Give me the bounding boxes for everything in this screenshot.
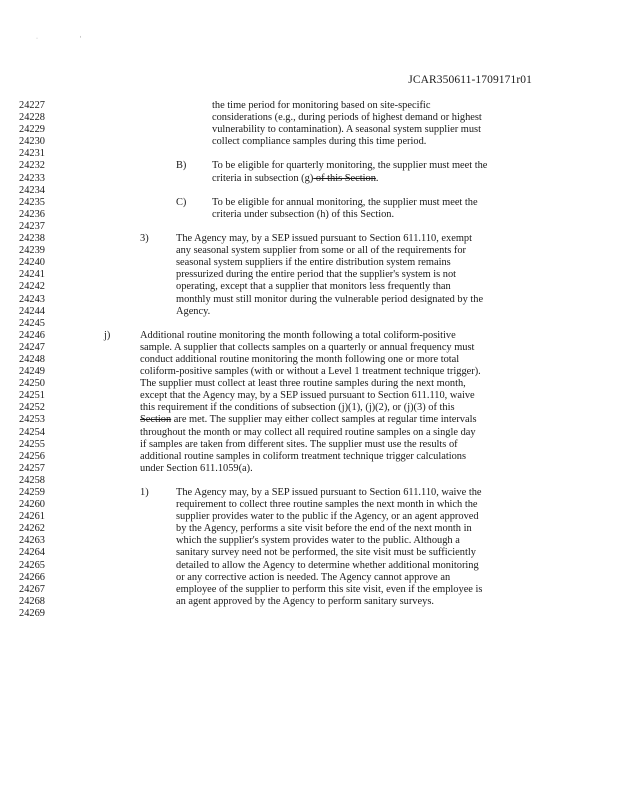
line-text: supplier provides water to the public if the Agency, or an agent approved	[176, 511, 479, 523]
line-text: the time period for monitoring based on site-specific	[212, 100, 431, 111]
line	[0, 100, 618, 112]
scan-specks: · ‘	[36, 36, 102, 42]
line-text: The Agency may, by a SEP issued pursuant to Section 611.110, waive the	[176, 487, 482, 498]
item-marker: C)	[176, 196, 187, 208]
line-number: 24259	[19, 487, 45, 498]
line-text: Additional routine monitoring the month following a total coliform-positive	[140, 329, 456, 341]
line-number: 24261	[19, 511, 45, 523]
line	[0, 547, 618, 559]
line-text: if samples are taken from different sites. The supplier must use the results of	[140, 438, 458, 450]
line-number: 24269	[19, 607, 45, 619]
line-number: 24249	[19, 366, 45, 378]
line-number: 24245	[19, 317, 45, 329]
line	[0, 148, 618, 160]
line-text: vulnerability to contamination). A seasonal system supplier must	[212, 124, 481, 136]
line	[0, 427, 618, 439]
line-number: 24265	[19, 559, 45, 571]
line	[0, 463, 618, 475]
line	[0, 269, 618, 281]
line	[0, 596, 618, 608]
line	[0, 439, 618, 451]
line	[0, 173, 618, 185]
line	[0, 378, 618, 390]
line-number: 24238	[19, 233, 45, 245]
line-number: 24266	[19, 571, 45, 583]
line-text: except that the Agency may, by a SEP issued pursuant to Section 611.110, waive	[140, 390, 475, 402]
line	[0, 499, 618, 511]
line-text: coliform-positive samples (with or without a Level 1 treatment technique trigger).	[140, 366, 481, 378]
line-number: 24253	[19, 414, 45, 426]
line-number: 24233	[19, 172, 45, 184]
line	[0, 245, 618, 257]
line-text: The supplier must collect at least three routine samples during the next month,	[140, 378, 466, 390]
line-number: 24256	[19, 450, 45, 462]
line-text: or any corrective action is needed. The Agency cannot approve an	[176, 571, 451, 583]
line-text: monthly must still monitor during the vulnerable period designated by the	[176, 293, 484, 305]
line-text: The Agency may, by a SEP issued pursuant to Section 611.110, exempt	[176, 233, 472, 245]
line-text	[140, 414, 477, 426]
text-segment: are met. The supplier may either collect samples at regular time intervals	[171, 414, 477, 426]
line-number: 24267	[19, 583, 45, 595]
text-segment: criteria in subsection (g)	[212, 172, 314, 184]
line	[0, 511, 618, 523]
line	[0, 281, 618, 293]
line-number: 24241	[19, 269, 45, 281]
line-text: throughout the month or may collect all required routine samples on a single day	[140, 426, 476, 438]
line-number: 24248	[19, 353, 45, 365]
line-text: sanitary survey need not be performed, the site visit must be sufficiently	[176, 547, 476, 559]
document-body	[0, 100, 618, 620]
line-number: 24247	[19, 341, 45, 353]
item-marker: 3)	[140, 233, 149, 245]
line-text: under Section 611.1059(a).	[140, 462, 253, 474]
line-number: 24252	[19, 402, 45, 414]
line	[0, 197, 618, 209]
line	[0, 451, 618, 463]
line-text	[212, 173, 379, 185]
line-text: requirement to collect three routine samples the next month in which the	[176, 499, 478, 511]
line	[0, 185, 618, 197]
line-number: 24229	[19, 124, 45, 136]
line	[0, 475, 618, 487]
line	[0, 535, 618, 547]
line	[0, 523, 618, 535]
line-number: 24257	[19, 462, 45, 474]
line-text: any seasonal system supplier from some or all of the requirements for	[176, 245, 466, 257]
line	[0, 342, 618, 354]
line-number: 24251	[19, 390, 45, 402]
item-marker: 1)	[140, 487, 149, 498]
line-text: detailed to allow the Agency to determine whether additional monitoring	[176, 559, 479, 571]
line-number: 24235	[19, 196, 45, 208]
line	[0, 318, 618, 330]
line-number: 24234	[19, 184, 45, 196]
line	[0, 209, 618, 221]
line-text: employee of the supplier to perform this site visit, even if the employee is	[176, 583, 483, 595]
line	[0, 572, 618, 584]
line-text: Agency.	[176, 305, 211, 317]
line-text: pressurized during the entire period that the supplier's system is not	[176, 269, 457, 281]
line-number: 24237	[19, 220, 45, 232]
line-number: 24255	[19, 438, 45, 450]
line	[0, 560, 618, 572]
line	[0, 354, 618, 366]
line	[0, 124, 618, 136]
line-number: 24250	[19, 378, 45, 390]
line	[0, 366, 618, 378]
line-number: 24227	[19, 100, 45, 111]
line-number: 24230	[19, 136, 45, 148]
line	[0, 221, 618, 233]
line-text: considerations (e.g., during periods of highest demand or highest	[212, 112, 482, 124]
line-text: by the Agency, performs a site visit before the end of the next month in	[176, 523, 472, 535]
line-text: an agent approved by the Agency to perform sanitary surveys.	[176, 595, 434, 607]
line	[0, 402, 618, 414]
line	[0, 294, 618, 306]
line-number: 24254	[19, 426, 45, 438]
struck-text: of this Section	[313, 172, 376, 184]
item-marker: j)	[104, 329, 111, 341]
line-number: 24228	[19, 112, 45, 124]
text-segment: .	[375, 172, 379, 184]
line	[0, 136, 618, 148]
line	[0, 584, 618, 596]
line	[0, 160, 618, 172]
line-text: To be eligible for annual monitoring, the supplier must meet the	[212, 196, 478, 208]
line-text: sample. A supplier that collects samples on a quarterly or annual frequency must	[140, 341, 475, 353]
line-number: 24258	[19, 474, 45, 486]
line-text: collect compliance samples during this time period.	[212, 136, 427, 148]
line-number: 24262	[19, 523, 45, 535]
line	[0, 306, 618, 318]
line-number: 24242	[19, 281, 45, 293]
line	[0, 233, 618, 245]
line-text: additional routine samples in coliform treatment technique trigger calculations	[140, 450, 467, 462]
line-text: seasonal system suppliers if the entire distribution system remains	[176, 257, 451, 269]
line	[0, 608, 618, 620]
line-text: criteria under subsection (h) of this Section.	[212, 208, 395, 220]
line-number: 24243	[19, 293, 45, 305]
line-number: 24236	[19, 208, 45, 220]
line	[0, 112, 618, 124]
line-number: 24240	[19, 257, 45, 269]
line-number: 24263	[19, 535, 45, 547]
line-number: 24244	[19, 305, 45, 317]
line-number: 24268	[19, 595, 45, 607]
struck-text: Section	[140, 414, 172, 426]
line-text: this requirement if the conditions of subsection (j)(1), (j)(2), or (j)(3) of this	[140, 402, 455, 414]
line-number: 24260	[19, 499, 45, 511]
line	[0, 414, 618, 426]
line-number: 24246	[19, 329, 45, 341]
line	[0, 257, 618, 269]
line-text: operating, except that a supplier that monitors less frequently than	[176, 281, 451, 293]
line-text: which the supplier's system provides water to the public. Although a	[176, 535, 460, 547]
line-text: To be eligible for quarterly monitoring, the supplier must meet the	[212, 160, 488, 172]
line	[0, 390, 618, 402]
line	[0, 487, 618, 499]
document-id: JCAR350611-1709171r01	[408, 74, 532, 86]
line-number: 24231	[19, 148, 45, 160]
line	[0, 330, 618, 342]
line-number: 24264	[19, 547, 45, 559]
line-number: 24232	[19, 160, 45, 172]
item-marker: B)	[176, 160, 187, 172]
line-number: 24239	[19, 245, 45, 257]
line-text: conduct additional routine monitoring the month following one or more total	[140, 353, 460, 365]
